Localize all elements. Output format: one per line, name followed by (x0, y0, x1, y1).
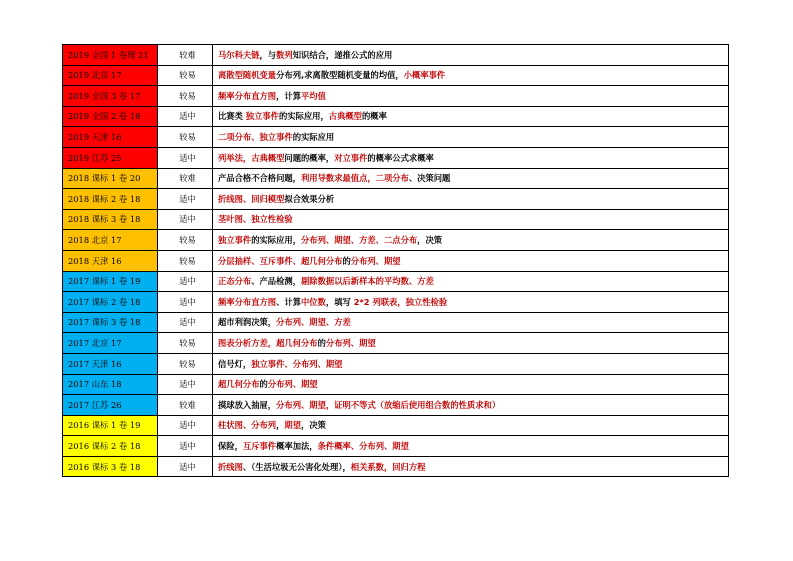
topic-cell (213, 415, 729, 436)
difficulty-cell: 适中 (158, 209, 213, 230)
topic-cell (213, 374, 729, 395)
topic-cell (213, 147, 729, 168)
topic-cell (213, 271, 729, 292)
topic-cell (213, 127, 729, 148)
table-row (63, 456, 729, 477)
table-row (63, 353, 729, 374)
source-cell: 2017 北京 17 (63, 333, 158, 354)
highlighted-keyword: 分布列、期望、方差 (276, 317, 351, 328)
table-row (63, 395, 729, 416)
source-cell: 2017 课标 1 卷 19 (63, 271, 158, 292)
highlighted-keyword: 折线图、回归模型 (218, 193, 285, 204)
table-row (63, 333, 729, 354)
topic-text: 、计算 (276, 296, 301, 307)
highlighted-keyword: ，古典概型 (242, 152, 285, 163)
table-row (63, 209, 729, 230)
topic-text: 的 (259, 379, 268, 390)
topic-text: 的实际应用 (292, 132, 335, 143)
topic-text: ， (276, 420, 285, 431)
difficulty-cell: 较难 (158, 395, 213, 416)
difficulty-cell: 适中 (158, 456, 213, 477)
source-cell: 2016 课标 2 卷 18 (63, 436, 158, 457)
table-row (63, 436, 729, 457)
source-cell: 2019 天津 16 (63, 127, 158, 148)
highlighted-keyword: 二项分布、独立事件 (218, 132, 293, 143)
table-row (63, 147, 729, 168)
source-cell: 2018 课标 1 卷 20 (63, 168, 158, 189)
topic-text: 概率加法， (276, 440, 318, 451)
highlighted-keyword: 分布列、期望 (325, 337, 376, 348)
difficulty-cell: 适中 (158, 415, 213, 436)
difficulty-cell: 较易 (158, 353, 213, 374)
highlighted-keyword: 互斥事件 (242, 440, 277, 451)
source-cell: 2017 天津 16 (63, 353, 158, 374)
highlighted-keyword: 古典概型 (328, 111, 362, 122)
highlighted-keyword: 剔除数据以后新样本的平均数、方差 (301, 276, 434, 287)
topic-text: 、产品检测， (251, 276, 301, 287)
highlighted-keyword: 正态分布 (218, 276, 252, 287)
highlighted-keyword: 分布列、期望 (267, 379, 318, 390)
topic-text: ，决策 (417, 234, 443, 245)
difficulty-cell: 适中 (158, 147, 213, 168)
source-cell: 2017 山东 18 (63, 374, 158, 395)
source-cell: 2017 课标 2 卷 18 (63, 292, 158, 313)
topic-text: 的 (342, 255, 351, 266)
source-cell: 2016 课标 1 卷 19 (63, 415, 158, 436)
exam-topic-table (62, 44, 729, 477)
table-row (63, 127, 729, 148)
topic-cell (213, 45, 729, 66)
highlighted-keyword: 茎叶图、独立性检验 (218, 214, 293, 225)
topic-text: 信号灯， (218, 358, 252, 369)
topic-cell (213, 456, 729, 477)
source-cell: 2019 全国 2 卷 18 (63, 106, 158, 127)
highlighted-keyword: 利用导数求最值点，二项分布 (300, 173, 409, 184)
difficulty-cell: 较易 (158, 86, 213, 107)
topic-text: 保险， (218, 440, 243, 451)
table-row (63, 189, 729, 210)
source-cell: 2018 课标 3 卷 18 (63, 209, 158, 230)
topic-text: 知识结合，递推公式的应用 (292, 49, 393, 60)
table-row (63, 168, 729, 189)
table-row (63, 65, 729, 86)
table-row (63, 374, 729, 395)
highlighted-keyword: 折线图 (218, 461, 243, 472)
topic-text: 、决策问题 (408, 173, 451, 184)
highlighted-keyword: 独立事件 (245, 111, 279, 122)
topic-text: ，填写 (325, 296, 354, 307)
table-row (63, 250, 729, 271)
difficulty-cell: 较易 (158, 65, 213, 86)
topic-text: 的实际应用， (278, 111, 329, 122)
table-row (63, 415, 729, 436)
table-row (63, 292, 729, 313)
source-cell: 2016 课标 3 卷 18 (63, 456, 158, 477)
topic-text: 产品合格不合格问题， (218, 173, 301, 184)
topic-cell (213, 436, 729, 457)
highlighted-keyword: 马尔科夫链 (218, 49, 260, 60)
topic-text: 的实际应用， (251, 234, 301, 245)
source-cell: 2018 天津 16 (63, 250, 158, 271)
topic-text: 摸球放入抽屉， (218, 399, 277, 410)
highlighted-keyword: 期望 (284, 420, 302, 431)
topic-cell (213, 65, 729, 86)
table-row (63, 312, 729, 333)
table-row (63, 45, 729, 66)
highlighted-keyword: 条件概率、分布列、期望 (317, 440, 409, 451)
topic-text: ，与 (259, 49, 277, 60)
source-cell: 2017 课标 3 卷 18 (63, 312, 158, 333)
highlighted-keyword: 中位数 (301, 296, 326, 307)
topic-cell (213, 168, 729, 189)
source-cell: 2019 全国 1 卷理 21 (63, 45, 158, 66)
topic-text: ，决策 (301, 420, 326, 431)
difficulty-cell: 较易 (158, 127, 213, 148)
highlighted-keyword: 相关系数，回归方程 (350, 461, 426, 472)
source-cell: 2018 课标 2 卷 18 (63, 189, 158, 210)
highlighted-keyword: 图表分析方差，超几何分布 (218, 337, 318, 348)
difficulty-cell: 较易 (158, 333, 213, 354)
topic-cell (213, 209, 729, 230)
highlighted-keyword: 离散型随机变量 (218, 70, 277, 81)
highlighted-keyword: 小概率事件 (403, 70, 446, 81)
difficulty-cell: 适中 (158, 312, 213, 333)
topic-text: ，计算 (276, 90, 301, 101)
topic-text: 分布列,求离散型随机变量的均值， (276, 70, 404, 81)
topic-cell (213, 353, 729, 374)
topic-cell (213, 106, 729, 127)
topic-cell (213, 292, 729, 313)
topic-cell (213, 395, 729, 416)
difficulty-cell: 较难 (158, 45, 213, 66)
source-cell: 2019 全国 3 卷 17 (63, 86, 158, 107)
highlighted-keyword: 列举法 (218, 152, 243, 163)
difficulty-cell: 适中 (158, 436, 213, 457)
topic-cell (213, 312, 729, 333)
topic-cell (213, 230, 729, 251)
topic-text: 问题的概率， (284, 152, 335, 163)
difficulty-cell: 适中 (158, 374, 213, 395)
highlighted-keyword: 分层抽样、互斥事件、超几何分布 (218, 255, 343, 266)
highlighted-keyword: 对立事件 (334, 152, 368, 163)
topic-text: 的概率公式求概率 (367, 152, 434, 163)
table-body (63, 45, 729, 477)
highlighted-keyword: 分布列、期望、方差、二点分布 (301, 234, 418, 245)
highlighted-keyword: 分布列、期望 (350, 255, 401, 266)
source-cell: 2019 北京 17 (63, 65, 158, 86)
table-row (63, 86, 729, 107)
topic-text: 的概率 (361, 111, 387, 122)
highlighted-keyword: 平均值 (301, 90, 326, 101)
topic-text: 的 (317, 337, 326, 348)
difficulty-cell: 较易 (158, 250, 213, 271)
difficulty-cell: 适中 (158, 292, 213, 313)
difficulty-cell: 适中 (158, 189, 213, 210)
source-cell: 2018 北京 17 (63, 230, 158, 251)
difficulty-cell: 适中 (158, 106, 213, 127)
difficulty-cell: 较难 (158, 168, 213, 189)
source-cell: 2019 江苏 25 (63, 147, 158, 168)
table-row (63, 106, 729, 127)
highlighted-keyword: 频率分布直方图 (218, 296, 277, 307)
highlighted-keyword: 频率分布直方图 (218, 90, 277, 101)
topic-text: 拟合效果分析 (284, 193, 335, 204)
highlighted-keyword: 分布列、期望，证明不等式（放缩后使用组合数的性质求和） (276, 399, 501, 410)
topic-cell (213, 189, 729, 210)
difficulty-cell: 适中 (158, 271, 213, 292)
table-row (63, 271, 729, 292)
table-row (63, 230, 729, 251)
highlighted-keyword: 独立事件 (218, 234, 252, 245)
topic-cell (213, 86, 729, 107)
highlighted-keyword: 独立事件、分布列、期望 (251, 358, 343, 369)
topic-cell (213, 333, 729, 354)
topic-text: 超市利润决策， (218, 317, 277, 328)
source-cell: 2017 江苏 26 (63, 395, 158, 416)
topic-text: 比赛类 (218, 111, 246, 122)
difficulty-cell: 较易 (158, 230, 213, 251)
highlighted-keyword: 数列 (276, 49, 293, 60)
highlighted-keyword: 超几何分布 (218, 379, 260, 390)
highlighted-keyword: 2*2 列联表，独立性检验 (353, 296, 448, 307)
highlighted-keyword: 柱状图、分布列 (218, 420, 277, 431)
topic-text: 、（生活垃圾无公害化处理）， (242, 461, 351, 472)
topic-cell (213, 250, 729, 271)
